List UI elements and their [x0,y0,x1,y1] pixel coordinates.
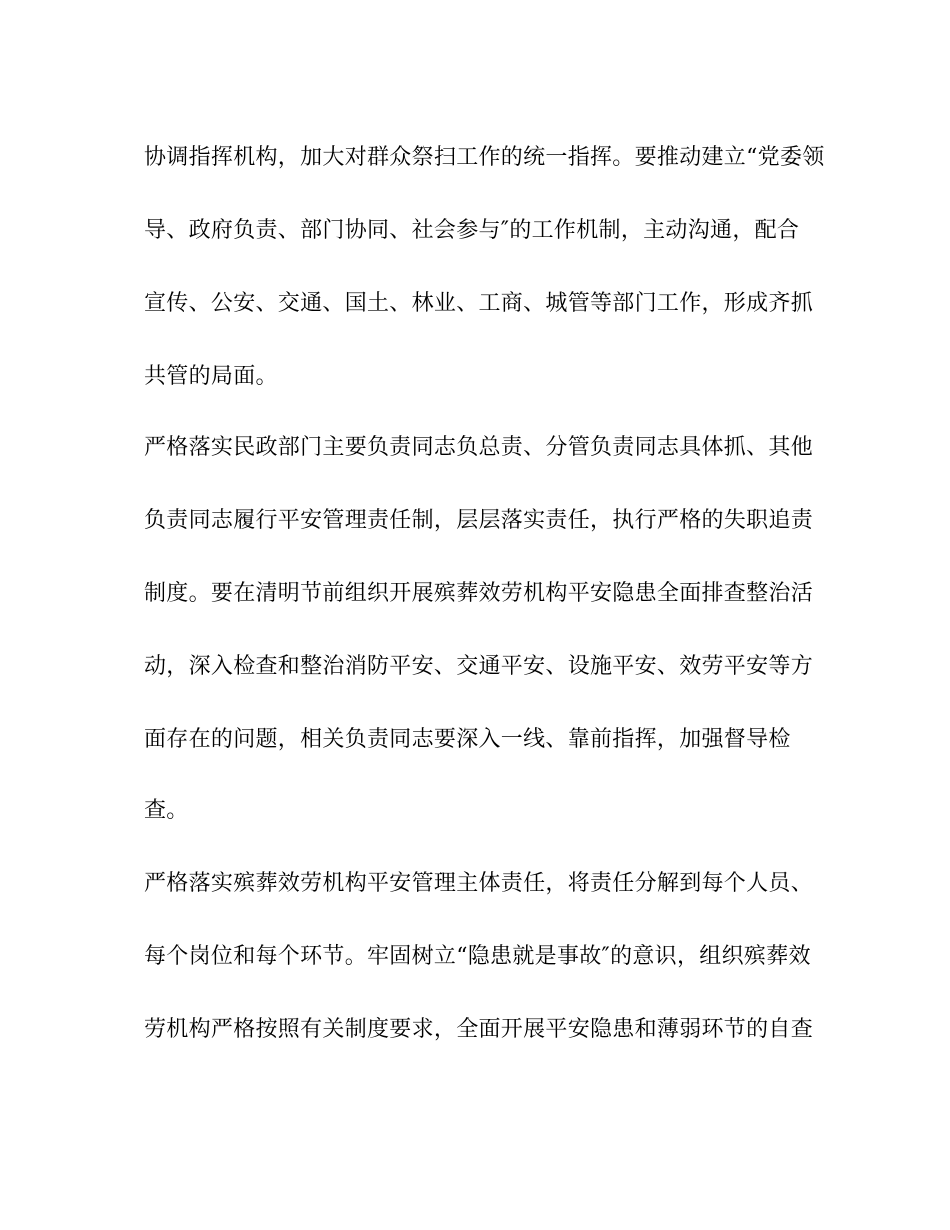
paragraph-2-line-4: 动，深入检查和整治消防平安、交通平安、设施平安、效劳平安等方 [144,654,814,679]
paragraph-2-line-3: 制度。要在清明节前组织开展殡葬效劳机构平安隐患全面排查整治活 [144,581,814,606]
paragraph-1-line-1: 协调指挥机构，加大对群众祭扫工作的统一指挥。要推动建立“党委领 [144,145,825,170]
paragraph-3-line-2: 每个岗位和每个环节。牢固树立“隐患就是事故″的意识，组织殡葬效 [144,944,811,969]
paragraph-3-line-3: 劳机构严格按照有关制度要求，全面开展平安隐患和薄弱环节的自查 [144,1017,814,1042]
paragraph-1-line-2: 导、政府负责、部门协同、社会参与″的工作机制，主动沟通，配合 [144,218,800,243]
paragraph-3-line-1: 严格落实殡葬效劳机构平安管理主体责任，将责任分解到每个人员、 [144,871,814,896]
paragraph-2-line-1: 严格落实民政部门主要负责同志负总责、分管负责同志具体抓、其他 [144,435,814,460]
paragraph-2-line-2: 负责同志履行平安管理责任制，层层落实责任，执行严格的失职追责 [144,508,814,533]
paragraph-2-line-6: 查。 [144,798,189,823]
paragraph-1-line-4: 共管的局面。 [144,364,278,389]
paragraph-1-line-3: 宣传、公安、交通、国土、林业、工商、城管等部门工作，形成齐抓 [144,291,814,316]
paragraph-2-line-5: 面存在的问题，相关负责同志要深入一线、靠前指挥，加强督导检 [144,727,791,752]
